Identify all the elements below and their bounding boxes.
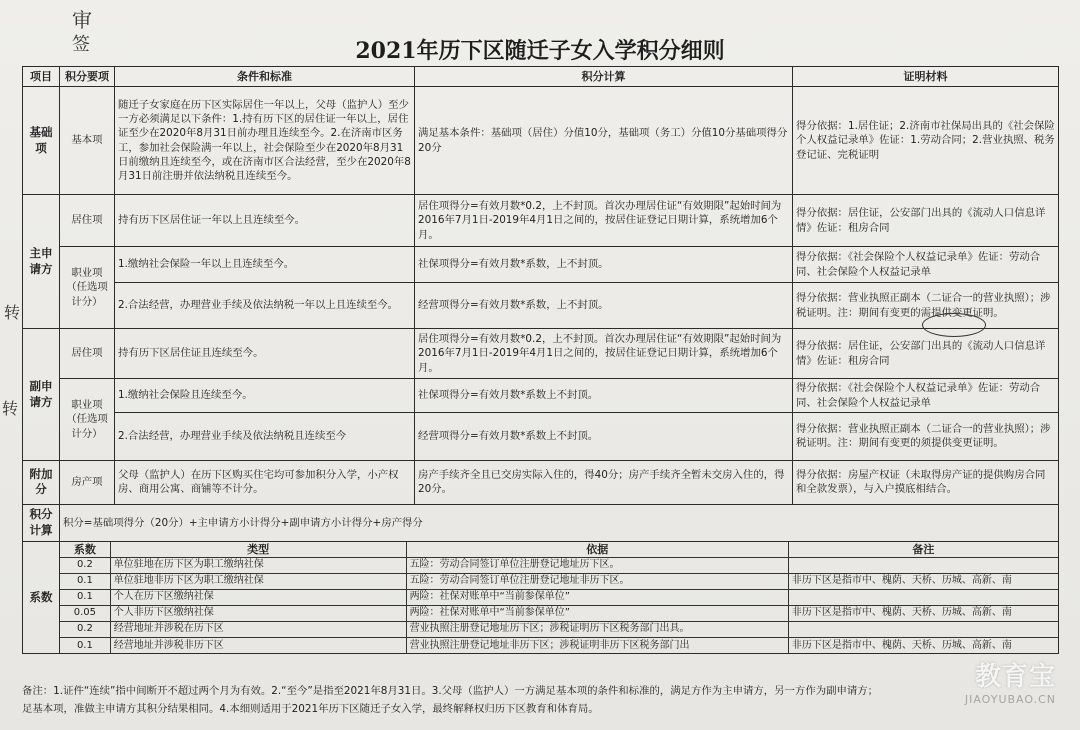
conditions-secondary-residence: 持有历下区居住证且连续至今。 [115,329,415,379]
row-coefficients [23,541,1059,654]
materials-secondary-business: 得分依据：营业执照正副本（二证合一的营业执照）；涉税证明。注：期间有变更的须提供变更证明。 [793,412,1059,460]
watermark-brand: 教育宝 [974,662,1056,692]
materials-main-social: 得分依据：《社会保险个人权益记录单》佐证：劳动合同、社会保险个人权益记录单 [793,247,1059,283]
watermark-logo [965,656,1056,706]
coef-header-type: 类型 [110,542,406,558]
coef-note [788,621,1058,637]
conditions-main-business: 2.合法经营，办理营业手续及依法纳税一年以上且连续至今。 [115,283,415,329]
header-calculation: 积分计算 [415,67,793,87]
project-main-applicant: 主申请方 [23,195,60,329]
coef-value: 0.2 [60,557,110,573]
coef-value: 0.1 [60,589,110,605]
document-title: 2021年历下区随迁子女入学积分细则 [355,38,725,64]
project-secondary-applicant: 副申请方 [23,329,60,461]
coef-value: 0.1 [60,637,110,653]
conditions-main-social: 1.缴纳社会保险一年以上且连续至今。 [115,247,415,283]
coef-type: 经营地址并涉税在历下区 [110,621,406,637]
row-main-residence [23,195,1059,247]
header-project: 项目 [23,67,60,87]
coef-value: 0.2 [60,621,110,637]
watermark-url: JIAOYUBAO.CN [964,693,1056,706]
footnote-line-2: 足基本项，准做主申请方其积分结果相同。4.本细则适用于2021年历下区随迁子女入学，最终解释权归历下区教育和体育局。 [22,703,599,716]
coef-value: 0.05 [60,605,110,621]
conditions-secondary-business: 2.合法经营，办理营业手续及依法纳税且连续至今 [115,412,415,460]
header-category: 积分要项 [60,67,115,87]
calculation-secondary-social: 社保项得分=有效月数*系数上不封顶。 [415,379,793,413]
materials-secondary-residence: 得分依据：居住证，公安部门出具的《流动人口信息详情》佐证：租房合同 [793,329,1059,379]
handwritten-side-mark-2: 转 [2,399,19,418]
handwritten-mark-2: 签 [72,34,90,55]
coef-note: 非历下区是指市中、槐荫、天桥、历城、高新、南 [788,605,1058,621]
conditions-secondary-social: 1.缴纳社会保险且连续至今。 [115,379,415,413]
coef-type: 个人在历下区缴纳社保 [110,589,406,605]
coefficients-cell [60,541,1059,654]
row-basic [23,87,1059,195]
header-materials: 证明材料 [793,67,1059,87]
category-basic: 基本项 [60,87,115,195]
row-secondary-business [23,412,1059,460]
project-total: 积分计算 [23,504,60,541]
handwritten-mark-1: 审 [72,8,92,32]
coef-note [788,557,1058,573]
coef-type: 个人非历下区缴纳社保 [110,605,406,621]
conditions-basic: 随迁子女家庭在历下区实际居住一年以上，父母（监护人）至少一方必须满足以下条件：1.持有历下区的居住证一年以上，居住证至少在2020年8月31日前办理且连续至今。2.在济南市区务工，参加社会保险满一年以上，社会保险至少在2020年8月31日前缴纳且连续至今，或在济南市区合法经营，至少在2020年8月31日前注册并依法纳税且连续至今。 [115,87,415,195]
category-main-job: 职业项（任选项计分） [60,247,115,329]
table-row [60,637,1058,653]
category-main-residence: 居住项 [60,195,115,247]
coef-basis: 两险：社保对账单中“当前参保单位” [406,589,788,605]
coef-type: 单位驻地非历下区为职工缴纳社保 [110,573,406,589]
category-secondary-residence: 居住项 [60,329,115,379]
coef-basis: 五险：劳动合同签订单位注册登记地址非历下区。 [406,573,788,589]
coef-note: 非历下区是指市中、槐荫、天桥、历城、高新、南 [788,637,1058,653]
footnotes [22,682,1058,718]
coef-note: 非历下区是指市中、槐荫、天桥、历城、高新、南 [788,573,1058,589]
materials-basic: 得分依据：1.居住证；2.济南市社保局出具的《社会保险个人权益记录单》佐证：1.劳动合同；2.营业执照、税务登记证、完税证明 [793,87,1059,195]
coef-value: 0.1 [60,573,110,589]
table-row [60,589,1058,605]
handwritten-side-mark-1: 转 [4,303,21,322]
conditions-main-residence: 持有历下区居住证一年以上且连续至今。 [115,195,415,247]
table-row [60,621,1058,637]
handwritten-circle [922,313,986,337]
row-main-business [23,283,1059,329]
calculation-secondary-residence: 居住项得分=有效月数*0.2，上不封顶。首次办理居住证“有效期限”起始时间为2016年7月1日-2019年4月1日之间的，按居住证登记日期计算，系统增加6个月。 [415,329,793,379]
table-row [60,605,1058,621]
coef-basis: 五险：劳动合同签订单位注册登记地址历下区。 [406,557,788,573]
materials-main-residence: 得分依据：居住证，公安部门出具的《流动人口信息详情》佐证：租房合同 [793,195,1059,247]
project-coefficients: 系数 [23,541,60,654]
table-row [60,573,1058,589]
materials-secondary-social: 得分依据：《社会保险个人权益记录单》佐证：劳动合同、社会保险个人权益记录单 [793,379,1059,413]
coef-basis: 营业执照注册登记地址非历下区；涉税证明非历下区税务部门出 [406,637,788,653]
coef-header-coef: 系数 [60,542,110,558]
coef-type: 单位驻地在历下区为职工缴纳社保 [110,557,406,573]
table-header-row [23,67,1059,87]
row-secondary-social [23,379,1059,413]
row-bonus [23,460,1059,504]
materials-bonus: 得分依据：房屋产权证（未取得房产证的提供购房合同和全款发票），与入户摸底相结合。 [793,460,1059,504]
calculation-main-social: 社保项得分=有效月数*系数，上不封顶。 [415,247,793,283]
coef-header-note: 备注 [788,542,1058,558]
coefficient-table [60,542,1058,654]
category-bonus: 房产项 [60,460,115,504]
row-secondary-residence [23,329,1059,379]
coef-type: 经营地址并涉税非历下区 [110,637,406,653]
conditions-bonus: 父母（监护人）在历下区购买住宅均可参加积分入学，小产权房、商用公寓、商铺等不计分。 [115,460,415,504]
calculation-basic: 满足基本条件：基础项（居住）分值10分，基础项（务工）分值10分基础项得分20分 [415,87,793,195]
calculation-main-business: 经营项得分=有效月数*系数，上不封顶。 [415,283,793,329]
coef-note [788,589,1058,605]
calculation-bonus: 房产手续齐全且已交房实际入住的，得40分；房产手续齐全暂未交房入住的，得20分。 [415,460,793,504]
materials-main-business: 得分依据：营业执照正副本（二证合一的营业执照）；涉税证明。注：期间有变更的需提供变更证明。 [793,283,1059,329]
coef-basis: 营业执照注册登记地址历下区；涉税证明历下区税务部门出具。 [406,621,788,637]
calculation-secondary-business: 经营项得分=有效月数*系数上不封顶。 [415,412,793,460]
total-formula: 积分=基础项得分（20分）+主申请方小计得分+副申请方小计得分+房产得分 [60,504,1059,541]
category-secondary-job: 职业项（任选项计分） [60,379,115,461]
row-total [23,504,1059,541]
project-basic: 基础项 [23,87,60,195]
table-row [60,557,1058,573]
calculation-main-residence: 居住项得分=有效月数*0.2，上不封顶。首次办理居住证“有效期限”起始时间为2016年7月1日-2019年4月1日之间的，按居住证登记日期计算，系统增加6个月。 [415,195,793,247]
footnote-line-1: 备注：1.证件“连续”指中间断开不超过两个月为有效。2.“至今”是指至2021年8月31日。3.父母（监护人）一方满足基本项的条件和标准的，满足方作为主申请方，另一方作为副申请方； [22,685,879,697]
row-main-social [23,247,1059,283]
coefficient-header-row [60,542,1058,558]
coef-header-basis: 依据 [406,542,788,558]
coef-basis: 两险：社保对账单中“当前参保单位” [406,605,788,621]
header-conditions: 条件和标准 [115,67,415,87]
points-table [22,66,1059,654]
project-bonus: 附加分 [23,460,60,504]
